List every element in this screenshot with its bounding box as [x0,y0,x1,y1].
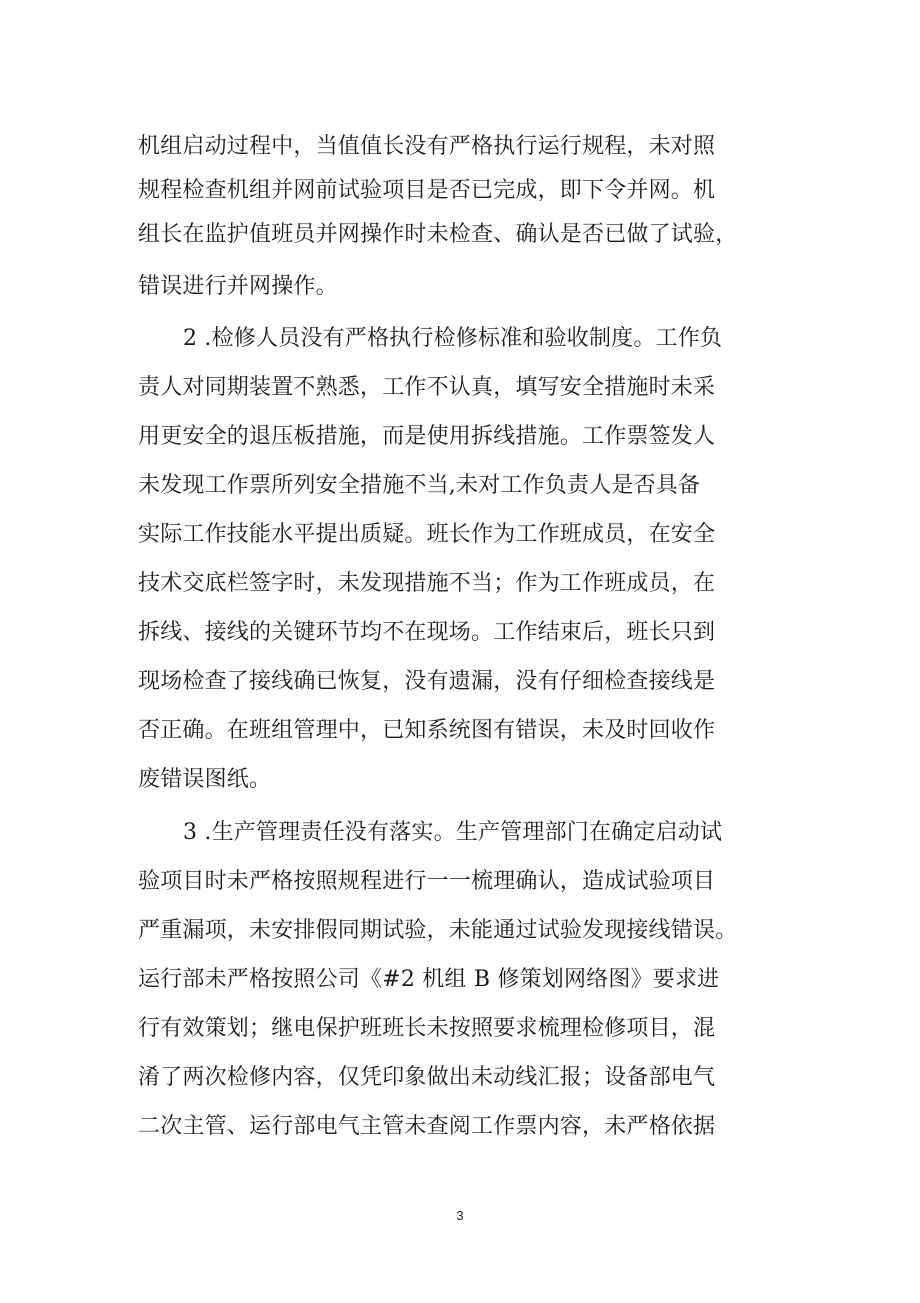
text-line: 淆了两次检修内容，仅凭印象做出未动线汇报；设备部电气 [138,1065,716,1090]
page-number: 3 [456,1208,464,1223]
text-line: 否正确。在班组管理中，已知系统图有错误，未及时回收作 [138,718,716,743]
text-line: 行有效策划；继电保护班班长未按照要求梳理检修项目，混 [138,1016,716,1041]
text-line: 严重漏项，未安排假同期试验，未能通过试验发现接线错误。 [138,918,738,943]
text-line: 运行部未严格按照公司《#2 机组 B 修策划网络图》要求进 [138,967,720,992]
text-line: 技术交底栏签字时，未发现措施不当；作为工作班成员，在 [138,571,716,596]
text-line: 责人对同期装置不熟悉，工作不认真，填写安全措施时未采 [138,375,716,400]
text-line: 实际工作技能水平提出质疑。班长作为工作班成员，在安全 [138,522,716,547]
text-line: 废错误图纸。 [138,767,272,792]
text-line: 未发现工作票所列安全措施不当,未对工作负责人是否具备 [138,473,701,498]
text-line: 现场检查了接线确已恢复，没有遗漏，没有仔细检查接线是 [138,669,716,694]
text-line: 组长在监护值班员并网操作时未检查、确认是否已做了试验， [138,222,738,247]
paragraph-2-start: 2 .检修人员没有严格执行检修标准和验收制度。工作负 [183,326,723,351]
paragraph-3-start: 3 .生产管理责任没有落实。生产管理部门在确定启动试 [183,820,723,845]
text-line: 机组启动过程中，当值值长没有严格执行运行规程，未对照 [138,134,716,159]
text-line: 二次主管、运行部电气主管未查阅工作票内容，未严格依据 [138,1114,716,1139]
text-line: 验项目时未严格按照规程进行一一梳理确认，造成试验项目 [138,869,716,894]
text-line: 用更安全的退压板措施，而是使用拆线措施。工作票签发人 [138,424,716,449]
text-line: 规程检查机组并网前试验项目是否已完成，即下令并网。机 [138,178,716,203]
text-line: 错误进行并网操作。 [138,274,338,299]
text-line: 拆线、接线的关键环节均不在现场。工作结束后，班长只到 [138,620,716,645]
